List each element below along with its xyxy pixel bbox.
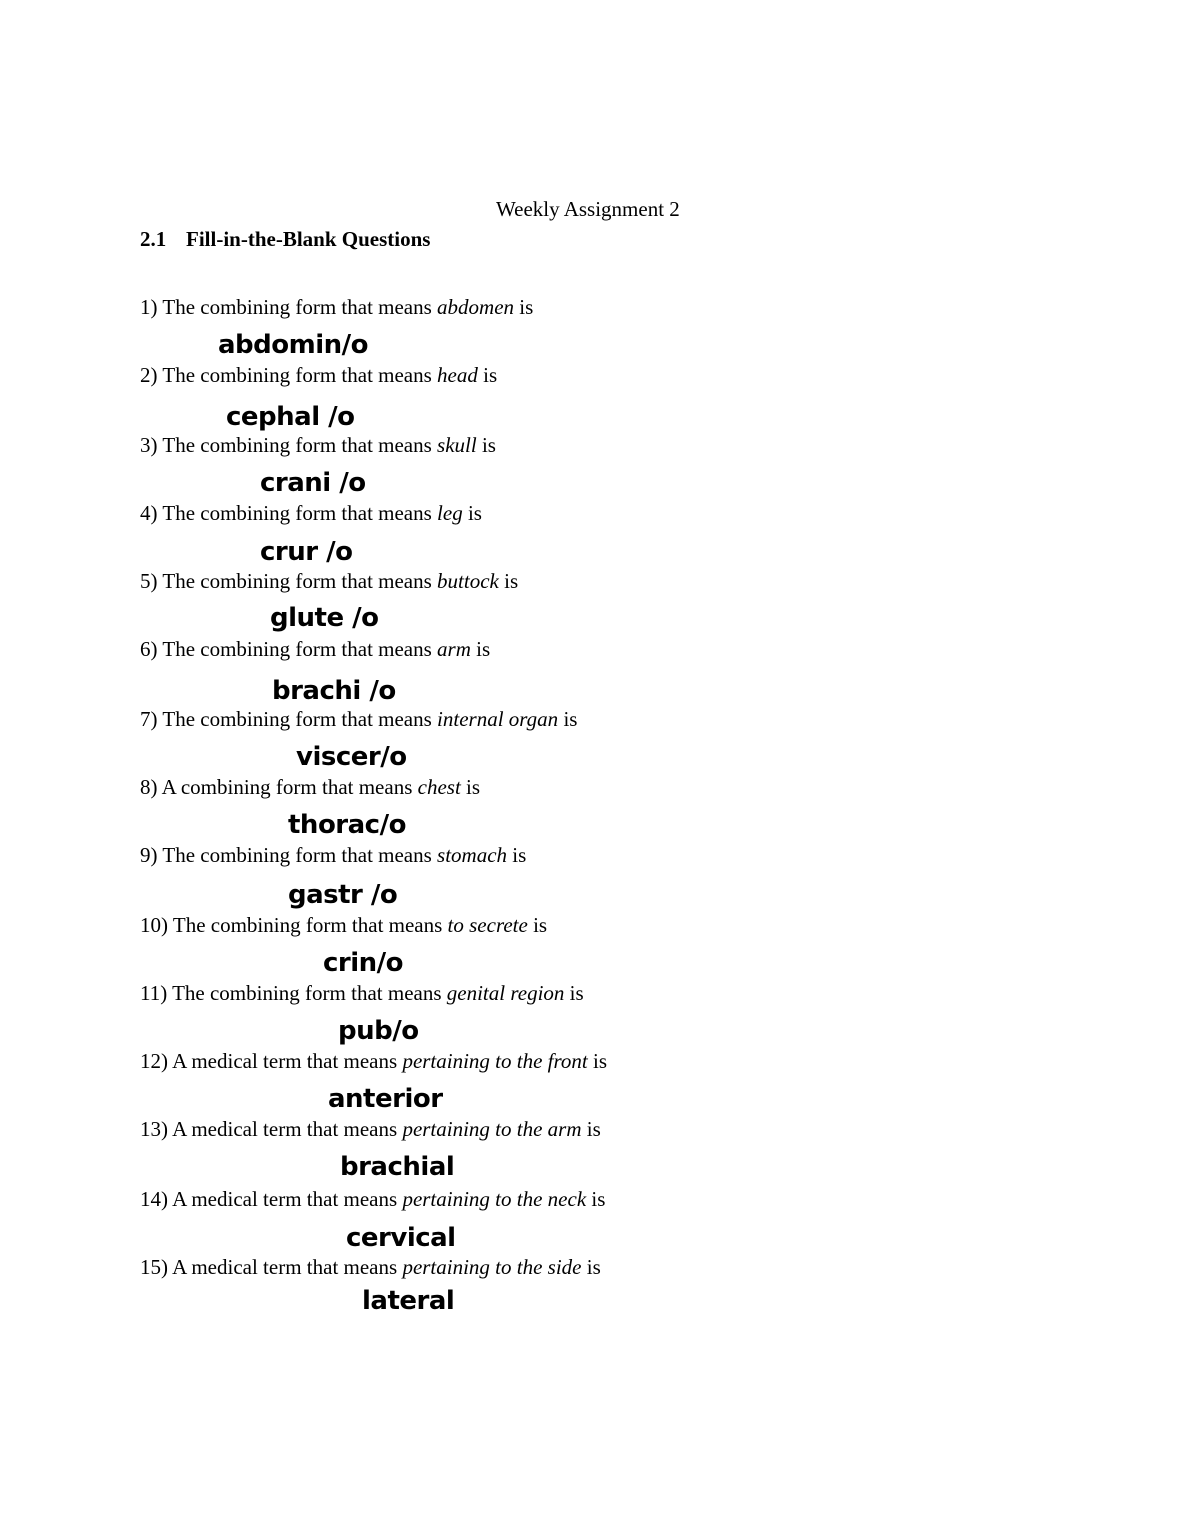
question-7 — [140, 709, 577, 730]
question-term: abdomen — [437, 295, 515, 319]
question-suffix: is — [460, 775, 481, 799]
question-prefix: 4) The combining form that means — [140, 501, 438, 525]
question-suffix: is — [476, 433, 496, 457]
question-prefix: 6) The combining form that means — [140, 637, 438, 661]
question-prefix: 1) The combining form that means — [140, 295, 438, 319]
question-suffix: is — [527, 913, 548, 937]
question-term: head — [437, 363, 478, 387]
answer-3: crani /o — [260, 468, 366, 498]
answer-4: crur /o — [260, 537, 353, 567]
question-suffix: is — [507, 843, 527, 867]
question-term: skull — [437, 433, 477, 457]
answer-14: cervical — [346, 1223, 456, 1253]
question-6 — [140, 639, 490, 660]
answer-2: cephal /o — [226, 402, 355, 432]
question-term: to secrete — [447, 913, 528, 937]
question-3 — [140, 435, 496, 456]
question-suffix: is — [470, 637, 491, 661]
question-suffix: is — [587, 1049, 608, 1073]
answer-8: thorac/o — [288, 810, 406, 840]
question-suffix: is — [558, 707, 578, 731]
answer-13: brachial — [340, 1152, 455, 1182]
question-prefix: 8) A combining form that means — [140, 775, 418, 799]
question-term: stomach — [437, 843, 508, 867]
question-9 — [140, 845, 526, 866]
question-prefix: 7) The combining form that means — [140, 707, 438, 731]
question-term: internal organ — [437, 707, 559, 731]
answer-9: gastr /o — [288, 880, 398, 910]
question-term: pertaining to the arm — [402, 1117, 582, 1141]
question-14 — [140, 1189, 605, 1210]
question-term: pertaining to the front — [402, 1049, 588, 1073]
question-term: chest — [417, 775, 461, 799]
question-suffix: is — [498, 569, 519, 593]
answer-6: brachi /o — [272, 676, 396, 706]
question-12 — [140, 1051, 607, 1072]
answer-1: abdomin/o — [218, 330, 369, 360]
question-4 — [140, 503, 482, 524]
question-2 — [140, 365, 497, 386]
question-suffix: is — [581, 1117, 601, 1141]
question-suffix: is — [477, 363, 498, 387]
question-term: genital region — [446, 981, 565, 1005]
question-suffix: is — [564, 981, 584, 1005]
question-13 — [140, 1119, 601, 1140]
answer-11: pub/o — [338, 1016, 419, 1046]
question-term: pertaining to the neck — [402, 1187, 587, 1211]
question-prefix: 9) The combining form that means — [140, 843, 438, 867]
question-suffix: is — [514, 295, 534, 319]
question-term: arm — [437, 637, 471, 661]
question-suffix: is — [586, 1187, 606, 1211]
question-term: buttock — [437, 569, 499, 593]
page-title: Weekly Assignment 2 — [496, 197, 680, 221]
question-1 — [140, 297, 533, 318]
section-title: Fill-in-the-Blank Questions — [186, 227, 431, 251]
question-5 — [140, 571, 518, 592]
question-prefix: 10) The combining form that means — [140, 913, 448, 937]
question-15 — [140, 1257, 601, 1278]
question-prefix: 11) The combining form that means — [140, 981, 447, 1005]
question-prefix: 2) The combining form that means — [140, 363, 438, 387]
question-10 — [140, 915, 547, 936]
answer-15: lateral — [362, 1286, 455, 1316]
question-prefix: 13) A medical term that means — [140, 1117, 403, 1141]
question-11 — [140, 983, 584, 1004]
answer-12: anterior — [328, 1084, 443, 1114]
answer-10: crin/o — [323, 948, 404, 978]
question-term: pertaining to the side — [402, 1255, 582, 1279]
question-suffix: is — [462, 501, 482, 525]
answer-7: viscer/o — [296, 742, 407, 772]
question-prefix: 3) The combining form that means — [140, 433, 438, 457]
question-prefix: 12) A medical term that means — [140, 1049, 403, 1073]
question-prefix: 15) A medical term that means — [140, 1255, 403, 1279]
question-prefix: 14) A medical term that means — [140, 1187, 403, 1211]
section-heading — [140, 227, 430, 252]
answer-5: glute /o — [270, 603, 379, 633]
question-prefix: 5) The combining form that means — [140, 569, 438, 593]
question-suffix: is — [581, 1255, 601, 1279]
question-8 — [140, 777, 480, 798]
section-number: 2.1 — [140, 227, 167, 251]
question-term: leg — [437, 501, 463, 525]
